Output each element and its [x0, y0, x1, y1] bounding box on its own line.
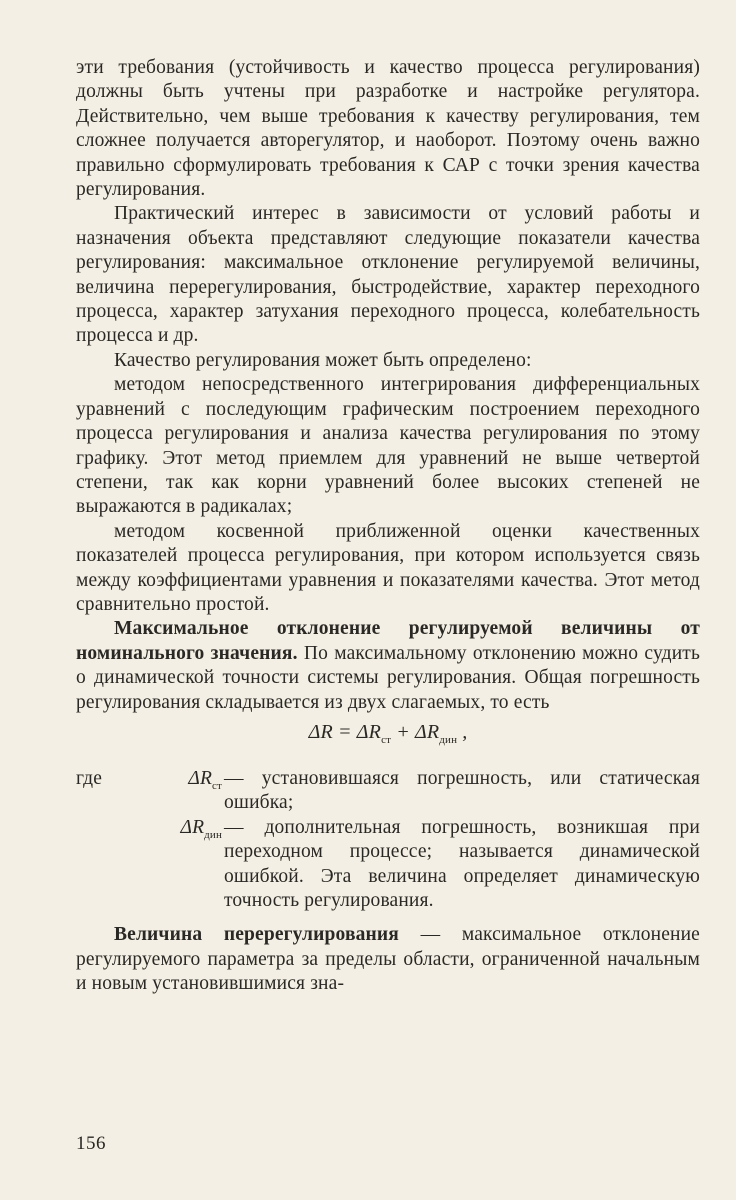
- paragraph-3: Качество регулирования может быть определено:: [114, 349, 532, 371]
- page-number: 156: [76, 1133, 106, 1154]
- symbol-dynamic-error-base: ΔR: [180, 816, 205, 838]
- formula-term-2: ΔR: [415, 720, 440, 743]
- page-body: [76, 56, 700, 997]
- paragraph-overshoot-text: — максимальное отклонение регулируемого параметра за пределы области, ограниченной начальным и новым установившимися зна-: [76, 924, 700, 995]
- paragraph-1: эти требования (устойчивость и качество процесса регулирования) должны быть учтены при разработке и настройке регулятора. Действительно, чем выше требования к качеству регулирования, тем сложнее получается авторегулятор, и наоборот. Поэтому очень важно правильно сформулировать требования к САР с точки зрения качества регулирования.: [76, 57, 700, 201]
- paragraph-2: Практический интерес в зависимости от условий работы и назначения объекта представляют следующие показатели качества регулирования: максимальное отклонение регулируемой величины, величина перерегулирования, быстродействие, характер переходного процесса, характер затухания переходного процесса, колебательность процесса и др.: [76, 203, 700, 347]
- method-item-2: методом косвенной приближенной оценки качественных показателей процесса регулирования, при котором используется связь между коэффициентами уравнения и показателями качества. Этот метод сравнительно простой.: [76, 520, 700, 615]
- paragraph-overshoot: [76, 923, 700, 996]
- formula-equals: =: [332, 720, 357, 743]
- formula-end: ,: [457, 720, 468, 743]
- symbol-dynamic-error: [142, 816, 224, 847]
- paragraph-max-deviation-text: По максимальному отклонению можно судить о динамической точности системы регулирования. Общая погрешность регулирования складывается из двух слагаемых, то есть: [76, 642, 700, 713]
- formula-term-1: ΔR: [356, 720, 382, 743]
- formula-term-2-subscript: дин: [439, 733, 458, 746]
- symbol-definitions: [76, 767, 700, 913]
- error-formula: [76, 719, 700, 753]
- definition-static-error-text: — установившаяся погрешность, или статическая ошибка;: [224, 767, 700, 814]
- run-in-heading-max-deviation: Максимальное отклонение регулируемой величины от номинального значения.: [76, 618, 700, 664]
- run-in-heading-overshoot: Величина перерегулирования: [114, 924, 399, 946]
- method-item-1: методом непосредственного интегрирования дифференциальных уравнений с последующим графическим построением переходного процесса регулирования и анализа качества регулирования по этому графику. Этот метод приемлем для уравнений не выше четвертой степени, так как корни уравнений более высоких степеней не выражаются в радикалах;: [76, 374, 700, 518]
- symbol-static-error-base: ΔR: [188, 767, 212, 789]
- where-word: где: [76, 767, 103, 789]
- definition-static-error: [76, 767, 700, 816]
- definition-dynamic-error: [76, 816, 700, 914]
- formula-term-1-subscript: ст: [381, 733, 392, 746]
- paragraph-max-deviation: [76, 617, 700, 715]
- formula-plus: +: [391, 720, 416, 743]
- definition-dynamic-error-text: — дополнительная погрешность, возникшая при переходном процессе; называется динамической ошибкой. Эта величина определяет динамическую точность регулирования.: [224, 816, 700, 911]
- symbol-dynamic-error-subscript: дин: [204, 828, 222, 841]
- symbol-static-error-subscript: ст: [212, 779, 222, 792]
- symbol-static-error: [142, 767, 224, 798]
- formula-lhs: ΔR: [308, 720, 333, 743]
